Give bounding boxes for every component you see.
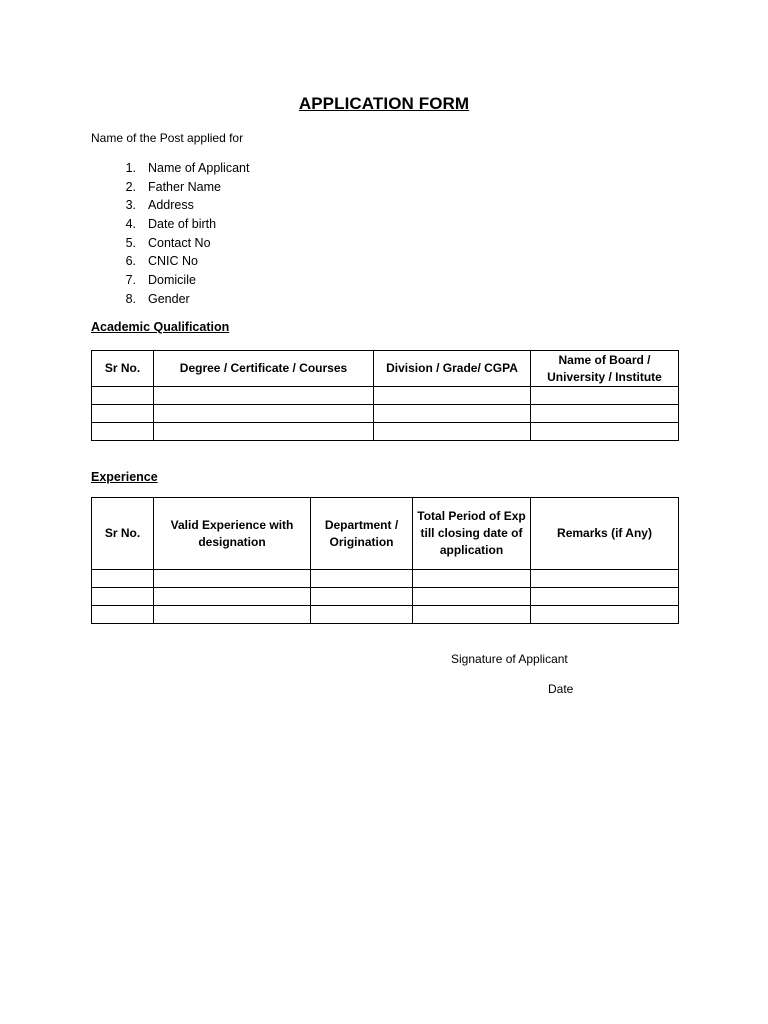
- table-cell[interactable]: [413, 606, 531, 624]
- table-cell[interactable]: [154, 387, 374, 405]
- column-header-board: Name of Board / University / Institute: [531, 351, 679, 387]
- column-header-sr-no: Sr No.: [92, 498, 154, 570]
- table-cell[interactable]: [92, 606, 154, 624]
- list-item: [91, 271, 249, 290]
- field-label-name-of-applicant: Name of Applicant: [148, 161, 250, 175]
- table-cell[interactable]: [531, 387, 679, 405]
- list-number: 8.: [125, 291, 136, 306]
- field-label-contact-no: Contact No: [148, 235, 211, 250]
- table-cell[interactable]: [531, 405, 679, 423]
- post-applied-label: Name of the Post applied for: [91, 131, 244, 145]
- table-cell[interactable]: [154, 588, 311, 606]
- table-cell[interactable]: [311, 588, 413, 606]
- table-header-row: [92, 498, 679, 570]
- table-cell[interactable]: [531, 606, 679, 624]
- list-item: [91, 196, 249, 215]
- table-cell[interactable]: [311, 606, 413, 624]
- field-label-domicile: Domicile: [148, 273, 196, 288]
- table-row: [92, 387, 679, 405]
- table-cell[interactable]: [92, 405, 154, 423]
- table-cell[interactable]: [531, 423, 679, 441]
- academic-qualification-table: [91, 350, 679, 441]
- table-row: [92, 405, 679, 423]
- table-cell[interactable]: [92, 387, 154, 405]
- table-cell[interactable]: [374, 423, 531, 441]
- column-header-valid-experience: Valid Experience with designation: [154, 498, 311, 570]
- table-cell[interactable]: [374, 387, 531, 405]
- list-number: 5.: [125, 235, 136, 250]
- table-row: [92, 588, 679, 606]
- experience-table: [91, 497, 679, 624]
- table-cell[interactable]: [92, 423, 154, 441]
- table-cell[interactable]: [154, 405, 374, 423]
- column-header-division: Division / Grade/ CGPA: [374, 351, 531, 387]
- column-header-total-period: Total Period of Exp till closing date of application: [413, 498, 531, 570]
- list-item: [91, 159, 249, 178]
- table-row: [92, 606, 679, 624]
- column-header-department: Department / Origination: [311, 498, 413, 570]
- table-cell[interactable]: [531, 570, 679, 588]
- table-row: [92, 570, 679, 588]
- table-header-row: [92, 351, 679, 387]
- field-label-father-name: Father Name: [148, 179, 221, 194]
- experience-heading: Experience: [91, 470, 158, 484]
- table-row: [92, 423, 679, 441]
- column-header-remarks: Remarks (if Any): [531, 498, 679, 570]
- table-cell[interactable]: [154, 570, 311, 588]
- list-number: 7.: [125, 273, 136, 288]
- form-title: APPLICATION FORM: [298, 94, 470, 113]
- column-header-degree: Degree / Certificate / Courses: [154, 351, 374, 387]
- table-cell[interactable]: [311, 570, 413, 588]
- table-cell[interactable]: [154, 606, 311, 624]
- field-label-cnic-no: CNIC No: [148, 254, 199, 269]
- field-label-date-of-birth: Date of birth: [148, 217, 217, 232]
- table-cell[interactable]: [413, 570, 531, 588]
- list-item: [91, 215, 249, 234]
- academic-qualification-heading: Academic Qualification: [91, 320, 230, 334]
- applicant-fields-list: [91, 159, 249, 309]
- column-header-sr-no: Sr No.: [92, 351, 154, 387]
- list-number: 3.: [125, 198, 136, 213]
- table-cell[interactable]: [154, 423, 374, 441]
- list-number: 1.: [125, 161, 136, 175]
- signature-of-applicant-label: Signature of Applicant: [451, 652, 568, 666]
- list-item: [91, 178, 249, 197]
- list-item: [91, 252, 249, 271]
- table-cell[interactable]: [92, 588, 154, 606]
- date-label: Date: [548, 682, 574, 696]
- table-cell[interactable]: [92, 570, 154, 588]
- list-number: 2.: [125, 179, 136, 194]
- table-cell[interactable]: [374, 405, 531, 423]
- field-label-gender: Gender: [148, 291, 190, 306]
- table-cell[interactable]: [531, 588, 679, 606]
- list-item: [91, 290, 249, 309]
- list-number: 4.: [125, 217, 136, 232]
- table-cell[interactable]: [413, 588, 531, 606]
- list-number: 6.: [125, 254, 136, 269]
- list-item: [91, 234, 249, 253]
- field-label-address: Address: [148, 198, 194, 213]
